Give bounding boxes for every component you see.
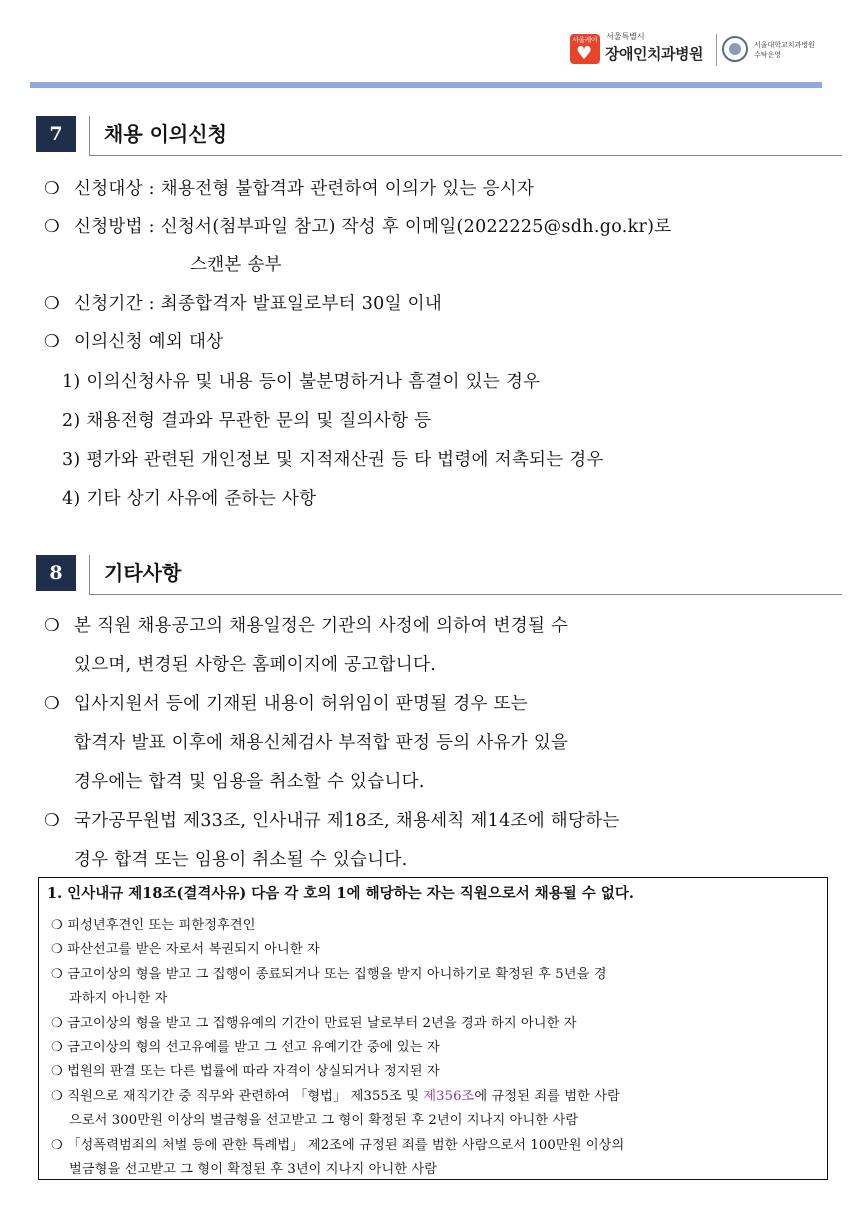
s8-line-3	[44, 690, 528, 715]
box-item-1	[51, 914, 256, 933]
top-rule	[30, 82, 822, 88]
section-underline	[89, 594, 842, 595]
org-small-name: 서울특별시	[606, 32, 645, 41]
section-divider	[89, 555, 90, 595]
s7-exception-4: 4) 기타 상기 사유에 준하는 사항	[62, 489, 317, 509]
s8-line-7: 경우 합격 또는 임용이 취소될 수 있습니다.	[74, 850, 408, 870]
bullet-icon: ❍	[44, 179, 60, 199]
box-item-2	[51, 938, 320, 957]
box-item-7-text-a: 직원으로 재직기간 중 직무와 관련하여 「형법」 제355조 및	[67, 1089, 424, 1104]
box-item-4-text: 금고이상의 형을 받고 그 집행유예의 기간이 만료된 날로부터 2년을 경과 하지 아니한 자	[67, 1016, 577, 1031]
s7-period	[44, 290, 442, 315]
bullet-icon: ❍	[44, 694, 60, 714]
box-title: 1. 인사내규 제18조(결격사유) 다음 각 호의 1에 해당하는 자는 직원으로서 채용될 수 없다.	[47, 885, 634, 902]
box-item-8-text: 「성폭력범죄의 처벌 등에 관한 특례법」 제2조에 규정된 죄를 범한 사람으로서 100만원 이상의	[67, 1138, 625, 1153]
box-item-2-text: 파산선고를 받은 자로서 복권되지 아니한 자	[67, 942, 320, 957]
box-item-8-cont: 벌금형을 선고받고 그 형이 확정된 후 3년이 지나지 아니한 사람	[69, 1162, 438, 1177]
s7-period-text: 신청기간 : 최종합격자 발표일로부터 30일 이내	[74, 294, 443, 314]
box-item-6	[51, 1060, 440, 1079]
box-item-1-text: 피성년후견인 또는 피한정후견인	[67, 918, 256, 933]
bullet-icon: ❍	[51, 1040, 63, 1055]
box-item-6-text: 법원의 판결 또는 다른 법률에 따라 자격이 상실되거나 정지된 자	[67, 1064, 440, 1079]
bullet-icon: ❍	[44, 217, 60, 237]
box-item-3-text: 금고이상의 형을 받고 그 집행이 종료되거나 또는 집행을 받지 아니하기로 확정된 후 5년을 경	[67, 967, 607, 982]
box-item-7-cont: 으로서 300만원 이상의 벌금형을 선고받고 그 형이 확정된 후 2년이 지나지 아니한 사람	[69, 1113, 579, 1128]
s7-method-cont: 스캔본 송부	[190, 255, 282, 275]
box-item-7-highlight: 제356조	[423, 1089, 475, 1104]
header-logos	[570, 30, 830, 74]
s8-line-5: 경우에는 합격 및 임용을 취소할 수 있습니다.	[74, 772, 425, 792]
bullet-icon: ❍	[51, 1138, 63, 1153]
box-item-3-cont: 과하지 아니한 자	[69, 991, 168, 1006]
bullet-icon: ❍	[51, 1089, 63, 1104]
s7-method-text: 신청방법 : 신청서(첨부파일 참고) 작성 후 이메일(2022225@sdh.go.kr)로	[74, 217, 672, 237]
box-item-5	[51, 1036, 440, 1055]
bullet-icon: ❍	[51, 967, 63, 982]
s7-exception-3: 3) 평가와 관련된 개인정보 및 지적재산권 등 타 법령에 저촉되는 경우	[62, 450, 604, 470]
s8-line-1	[44, 612, 568, 637]
heart-icon: ♥	[576, 43, 593, 64]
box-item-5-text: 금고이상의 형의 선고유예를 받고 그 선고 유예기간 중에 있는 자	[67, 1040, 440, 1055]
s8-line-2: 있으며, 변경된 사항은 홈페이지에 공고합니다.	[74, 655, 437, 675]
box-item-7	[51, 1085, 620, 1104]
section-8-number: 8	[36, 555, 76, 591]
section-7-header	[36, 116, 806, 156]
s8-line-4: 합격자 발표 이후에 채용신체검사 부적합 판정 등의 사유가 있을	[74, 733, 569, 753]
section-8-header	[36, 555, 806, 595]
seoul-care-logo	[570, 34, 600, 64]
s7-exceptions-text: 이의신청 예외 대상	[74, 332, 224, 352]
university-name	[754, 40, 815, 60]
bullet-icon: ❍	[44, 616, 60, 636]
box-item-4	[51, 1012, 577, 1031]
disqualification-box	[38, 877, 828, 1180]
bullet-icon: ❍	[44, 332, 60, 352]
s7-target	[44, 175, 534, 200]
s7-exceptions	[44, 328, 223, 353]
s8-line-6	[44, 807, 620, 832]
seoul-care-text: 서울케어	[572, 36, 598, 44]
s8-line-1-text: 본 직원 채용공고의 채용일정은 기관의 사정에 의하여 변경될 수	[74, 616, 569, 636]
section-8-title: 기타사항	[104, 561, 182, 585]
section-underline	[89, 155, 842, 156]
section-7-title: 채용 이의신청	[104, 122, 227, 146]
bullet-icon: ❍	[51, 918, 63, 933]
box-item-3	[51, 963, 607, 982]
box-item-8	[51, 1134, 624, 1153]
s8-line-3-text: 입사지원서 등에 기재된 내용이 허위임이 판명될 경우 또는	[74, 694, 528, 714]
s7-method	[44, 213, 672, 238]
s7-target-text: 신청대상 : 채용전형 불합격과 관련하여 이의가 있는 응시자	[74, 179, 535, 199]
university-seal-icon	[722, 36, 748, 62]
logo-divider	[716, 34, 717, 66]
section-divider	[89, 116, 90, 156]
bullet-icon: ❍	[44, 811, 60, 831]
university-line1: 서울대학교치과병원	[754, 41, 815, 49]
s8-line-6-text: 국가공무원법 제33조, 인사내규 제18조, 채용세칙 제14조에 해당하는	[74, 811, 620, 831]
bullet-icon: ❍	[51, 1016, 63, 1031]
university-line2: 수탁운영	[754, 51, 782, 59]
bullet-icon: ❍	[51, 942, 63, 957]
box-item-7-text-c: 에 규정된 죄를 범한 사람	[474, 1089, 620, 1104]
section-7-number: 7	[36, 116, 76, 152]
org-main-name: 장애인치과병원	[605, 45, 703, 63]
s7-exception-2: 2) 채용전형 결과와 무관한 문의 및 질의사항 등	[62, 411, 432, 431]
bullet-icon: ❍	[51, 1064, 63, 1079]
s7-exception-1: 1) 이의신청사유 및 내용 등이 불분명하거나 흠결이 있는 경우	[62, 372, 541, 392]
bullet-icon: ❍	[44, 294, 60, 314]
